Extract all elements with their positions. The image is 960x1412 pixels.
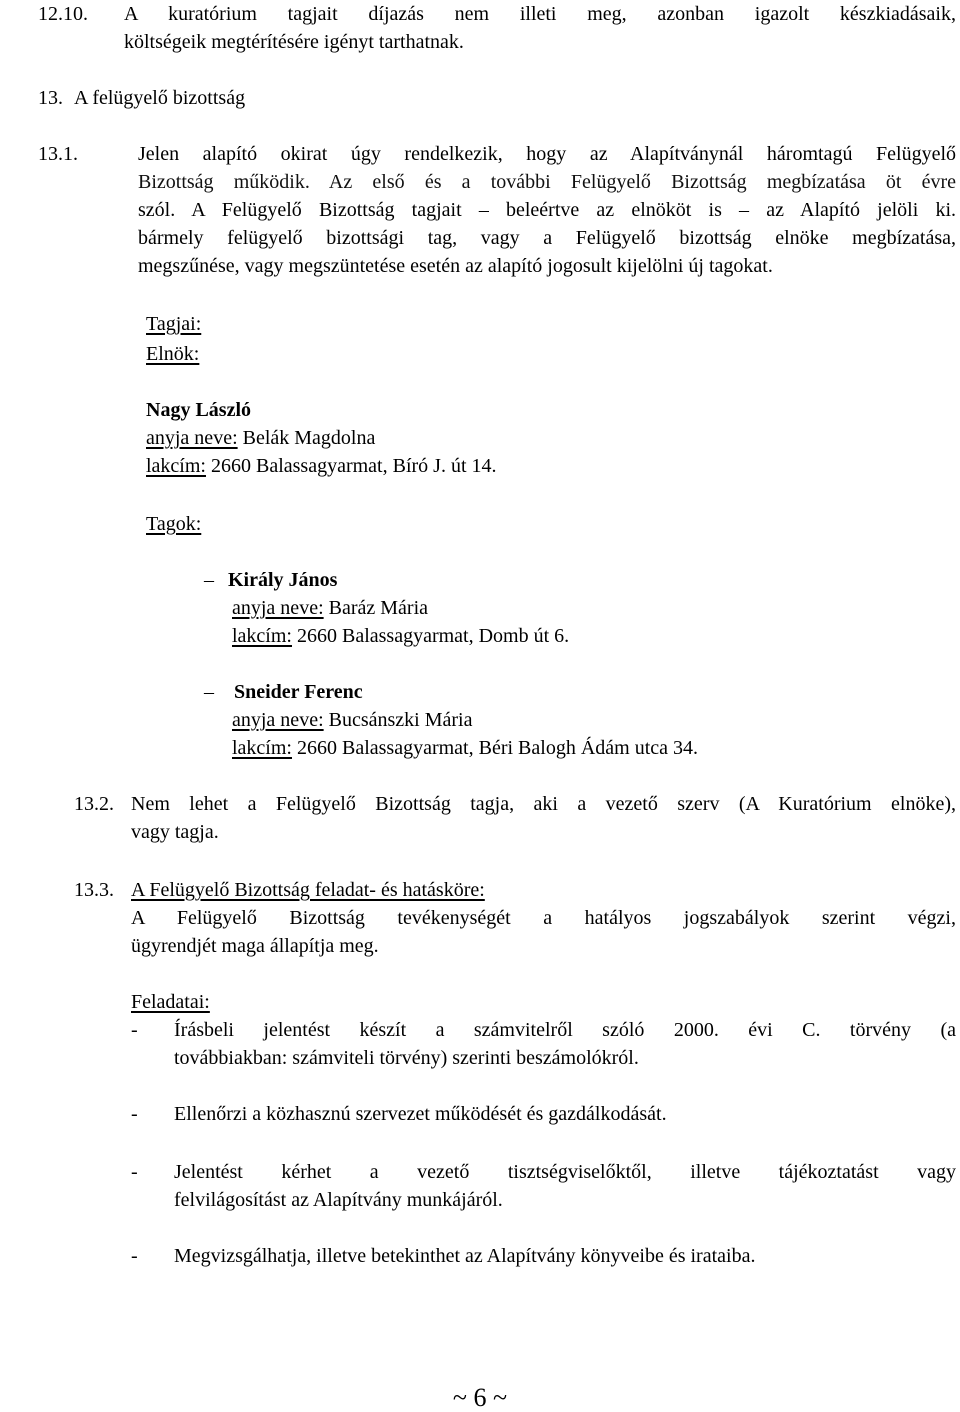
member-name: Király János <box>228 569 338 591</box>
mother-value: Baráz Mária <box>328 597 429 619</box>
dash-bullet: - <box>131 1019 138 1041</box>
address-label: lakcím: <box>146 455 206 477</box>
dash-bullet: – <box>204 681 214 703</box>
section-number: 13.3. <box>74 879 114 901</box>
dash-bullet: - <box>131 1161 138 1183</box>
paragraph-line: Nem lehet a Felügyelő Bizottság tagja, aki a vezető szerv (A Kuratórium elnöke), <box>131 793 956 815</box>
paragraph-line: vagy tagja. <box>131 821 219 843</box>
task-line: felvilágosítást az Alapítvány munkájáról. <box>174 1189 503 1211</box>
tagok-label: Tagok: <box>146 513 202 535</box>
member-mother-row <box>232 706 472 734</box>
paragraph-line: Bizottság működik. Az első és a további Felügyelő Bizottság megbízatása öt évre <box>138 171 956 193</box>
feladatai-label: Feladatai: <box>131 991 210 1013</box>
mother-label: anyja neve: <box>232 709 324 731</box>
section-number: 13. <box>38 87 63 109</box>
task-line: Írásbeli jelentést készít a számvitelről szóló 2000. évi C. törvény (a <box>174 1019 956 1041</box>
member-mother-row <box>232 594 428 622</box>
dash-bullet: - <box>131 1245 138 1267</box>
address-value: 2660 Balassagyarmat, Béri Balogh Ádám utca 34. <box>296 737 698 759</box>
address-label: lakcím: <box>232 737 292 759</box>
paragraph-line: bármely felügyelő bizottsági tag, vagy a Felügyelő bizottság elnöke megbízatása, <box>138 227 956 249</box>
section-number: 12.10. <box>38 3 88 25</box>
paragraph-line: ügyrendjét maga állapítja meg. <box>131 935 379 957</box>
task-line: Jelentést kérhet a vezető tisztségviselőktől, illetve tájékoztatást vagy <box>174 1161 956 1183</box>
dash-bullet: – <box>204 569 214 591</box>
chair-name: Nagy László <box>146 399 251 421</box>
chair-address-row <box>146 452 497 480</box>
page-number: ~ 6 ~ <box>452 1383 508 1412</box>
dash-bullet: - <box>131 1103 138 1125</box>
paragraph-line: megszűnése, vagy megszüntetése esetén az alapító jogosult kijelölni új tagokat. <box>138 255 773 277</box>
section-number: 13.2. <box>74 793 114 815</box>
mother-value: Bucsánszki Mária <box>328 709 473 731</box>
paragraph-line: A kuratórium tagjait díjazás nem illeti meg, azonban igazolt készkiadásaik, <box>124 3 956 25</box>
task-line: Megvizsgálhatja, illetve betekinthet az Alapítvány könyveibe és irataiba. <box>174 1245 756 1267</box>
task-line: továbbiakban: számviteli törvény) szerinti beszámolókról. <box>174 1047 639 1069</box>
member-address-row <box>232 622 569 650</box>
member-address-row <box>232 734 698 762</box>
paragraph-line: Jelen alapító okirat úgy rendelkezik, hogy az Alapítványnál háromtagú Felügyelő <box>138 143 956 165</box>
member-name: Sneider Ferenc <box>234 681 363 703</box>
paragraph-line: A Felügyelő Bizottság tevékenységét a hatályos jogszabályok szerint végzi, <box>131 907 956 929</box>
paragraph-line: szól. A Felügyelő Bizottság tagjait – beleértve az elnököt is – az Alapító jelöli ki. <box>138 199 956 221</box>
elnok-label: Elnök: <box>146 343 200 365</box>
paragraph-line: költségeik megtérítésére igényt tarthatnak. <box>124 31 464 53</box>
address-value: 2660 Balassagyarmat, Domb út 6. <box>296 625 570 647</box>
section-number: 13.1. <box>38 143 78 165</box>
mother-value: Belák Magdolna <box>242 427 376 449</box>
section-heading: A Felügyelő Bizottság feladat- és hatásköre: <box>131 879 485 901</box>
chair-mother-row <box>146 424 375 452</box>
mother-label: anyja neve: <box>232 597 324 619</box>
section-title: A felügyelő bizottság <box>74 87 246 109</box>
task-line: Ellenőrzi a közhasznú szervezet működését és gazdálkodását. <box>174 1103 667 1125</box>
address-label: lakcím: <box>232 625 292 647</box>
tagjai-label: Tagjai: <box>146 313 202 335</box>
mother-label: anyja neve: <box>146 427 238 449</box>
address-value: 2660 Balassagyarmat, Bíró J. út 14. <box>210 455 497 477</box>
